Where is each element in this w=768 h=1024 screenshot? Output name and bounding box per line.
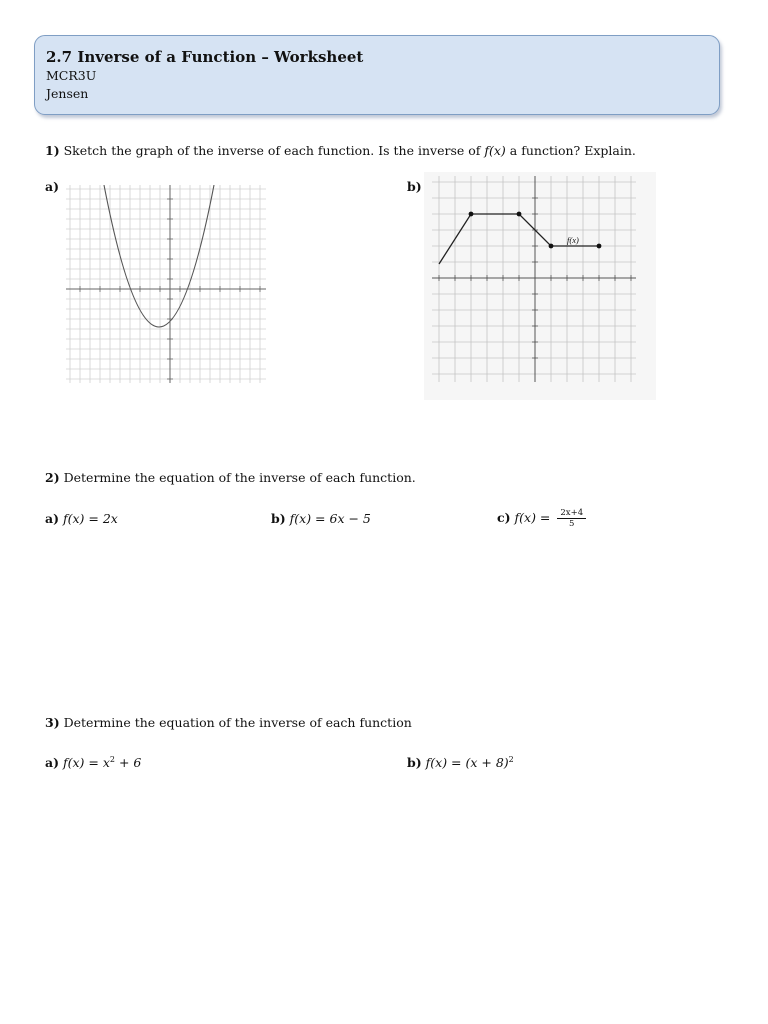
author-name: Jensen (46, 86, 89, 101)
graph-a-parabola (66, 185, 268, 385)
graph-b-point (597, 244, 602, 249)
question-1-number: 1) (45, 143, 60, 158)
question-2a-equation: f(x) = 2x (63, 511, 118, 526)
graph-b-point (469, 212, 474, 217)
graph-b-point (517, 212, 522, 217)
question-2b (271, 511, 371, 527)
question-1-text-after: a function? Explain. (505, 143, 636, 158)
question-2c (497, 508, 586, 529)
question-2c-numerator: 2x+4 (557, 508, 586, 519)
question-3a-exponent: 2 (109, 755, 115, 764)
question-2b-equation: f(x) = 6x − 5 (289, 511, 371, 526)
question-1b-label: b) (407, 179, 422, 194)
question-1a-label: a) (45, 179, 60, 194)
question-3a-tail: + 6 (115, 755, 142, 771)
question-2c-fraction (557, 508, 586, 529)
question-2b-label: b) (271, 511, 286, 526)
graph-a-axes (66, 185, 266, 383)
graph-b-piecewise (424, 172, 656, 400)
course-code: MCR3U (46, 68, 97, 83)
graph-b-point (549, 244, 554, 249)
question-2-text: Determine the equation of the inverse of each function. (63, 470, 416, 485)
question-1-text-before: Sketch the graph of the inverse of each function. Is the inverse of (63, 143, 485, 158)
question-3-number: 3) (45, 715, 60, 730)
worksheet-header (34, 35, 720, 115)
question-3a (45, 752, 141, 771)
question-3b-exponent: 2 (508, 755, 514, 764)
question-2c-denominator: 5 (569, 519, 575, 529)
question-2 (45, 470, 416, 486)
question-3b (407, 752, 514, 771)
question-3b-label: b) (407, 755, 422, 771)
question-2-number: 2) (45, 470, 60, 485)
question-2c-equation: f(x) = (514, 510, 555, 525)
graph-a-curve (104, 185, 214, 327)
question-2a-label: a) (45, 511, 60, 526)
worksheet-title: 2.7 Inverse of a Function – Worksheet (46, 48, 364, 66)
question-3b-equation: f(x) = (x + 8) (425, 755, 509, 771)
question-1-math: f(x) (484, 143, 506, 158)
question-3-text: Determine the equation of the inverse of each function (63, 715, 412, 730)
question-2a (45, 511, 118, 527)
question-2c-label: c) (497, 510, 511, 525)
graph-b-function-label: f(x) (567, 235, 579, 245)
question-1 (45, 143, 636, 159)
question-3a-label: a) (45, 755, 60, 771)
question-3a-equation: f(x) = x (63, 755, 110, 771)
graph-a-grid (66, 185, 266, 383)
question-3 (45, 715, 412, 731)
